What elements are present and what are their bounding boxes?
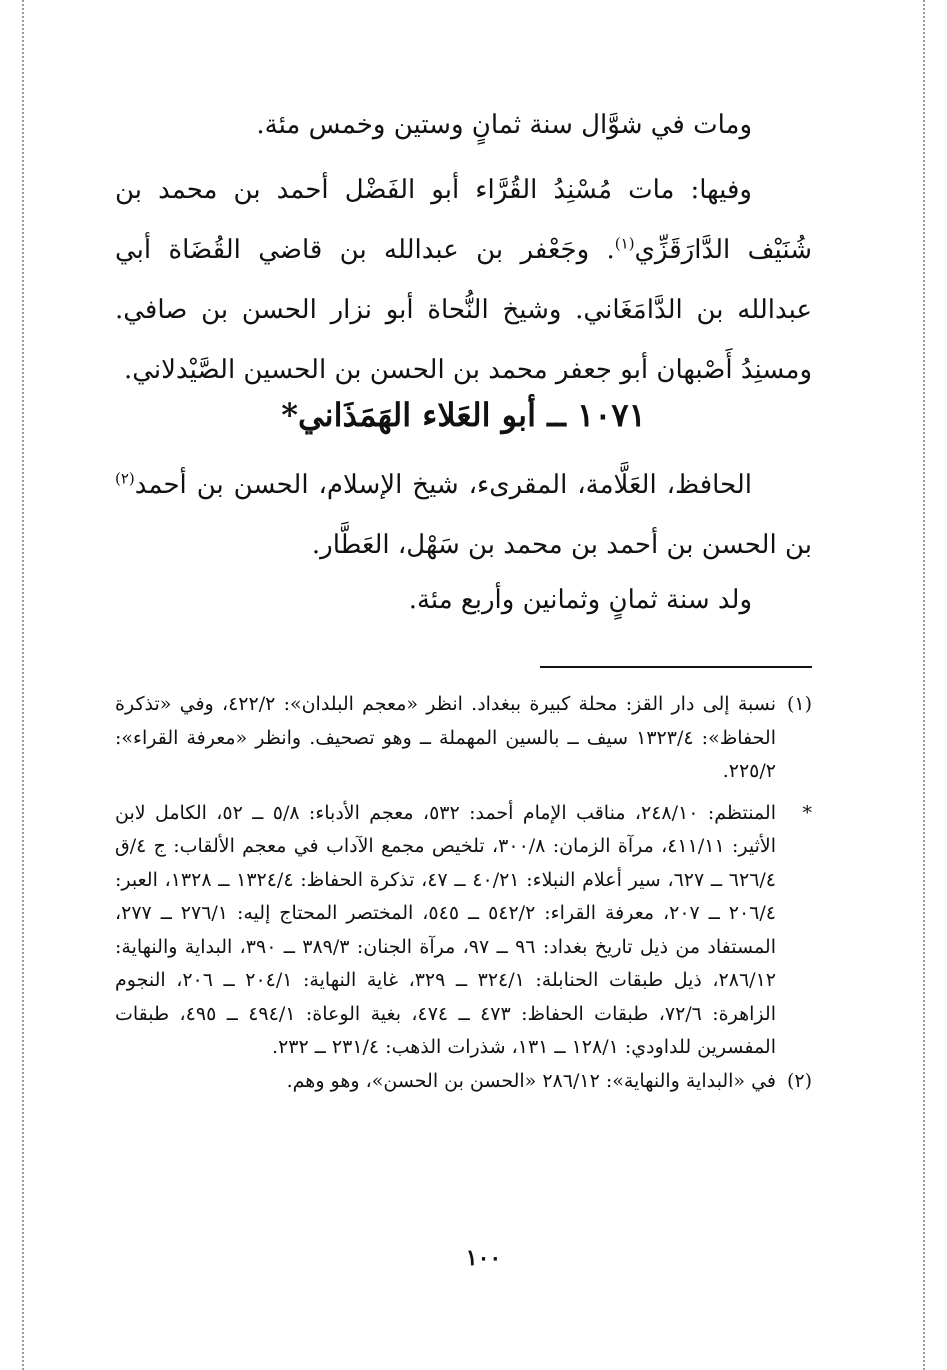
footnote-ref: (٢) xyxy=(115,469,135,488)
paragraph-text-part: الحافظ، العَلَّامة، المقرىء، شيخ الإسلام، الحسن بن أحمد xyxy=(134,470,752,500)
footnotes xyxy=(115,688,812,1098)
footnote-mark: (٢) xyxy=(786,1069,812,1092)
paragraph-biography xyxy=(115,455,812,575)
paragraph-text xyxy=(115,160,812,400)
footnote xyxy=(115,688,812,789)
paragraph-death-date xyxy=(115,95,812,155)
footnote-divider xyxy=(540,666,812,668)
paragraph-text: ومات في شوَّال سنة ثمانٍ وستين وخمس مئة. xyxy=(256,110,752,140)
paragraph-text xyxy=(115,455,812,575)
footnote-mark: (١) xyxy=(786,693,812,715)
paragraph-text-part: وفيها: مات مُسْنِدُ القُرَّاء أبو الفَضْل أحمد بن محمد بن شُنَيْف الدَّارَقَزِّي xyxy=(115,175,812,265)
entry-heading: ١٠٧١ ــ أبو العَلاء الهَمَذَاني* xyxy=(281,396,646,434)
footnote-text: في «البداية والنهاية»: ٢٨٦/١٢ «الحسن بن الحسن»، وهو وهم. xyxy=(286,1069,776,1092)
page-number: ١٠٠ xyxy=(465,1245,502,1271)
scan-guide-left xyxy=(22,0,24,1370)
paragraph-deaths-that-year xyxy=(115,160,812,400)
paragraph-text-part: . وجَعْفر بن عبدالله بن قاضي القُضَاة أبي عبدالله بن الدَّامَغَاني. وشيخ النُّحاة أبو نزار الحسن بن صافي. ومسنِدُ أَصْبهان أبو جعفر محمد بن الحسن بن الحسين الصَّيْدلاني. xyxy=(115,235,812,385)
footnote-mark: * xyxy=(802,801,812,824)
paragraph-birth xyxy=(115,570,812,630)
scan-guide-right xyxy=(923,0,925,1370)
footnote-text: المنتظم: ٢٤٨/١٠، مناقب الإمام أحمد: ٥٣٢، معجم الأدباء: ٥/٨ ــ ٥٢، الكامل لابن الأثير: ٤١١/١١، مرآة الزمان: ٣٠٠/٨، تلخيص مجمع الآداب في معجم الألقاب: ج ٤/ق ٦٢٦/٤ ــ ٦٢٧، سير أعلام النبلاء: ٤٠/٢١ ــ ٤٧، تذكرة الحفاظ: ١٣٢٤/٤ ــ ١٣٢٨، العبر: ٢٠٦/٤ ــ ٢٠٧، معرفة القراء: ٥٤٢/٢ ــ ٥٤٥، المختصر المحتاج إليه: ٢٧٦/١ ــ ٢٧٧، المستفاد من ذيل تاريخ بغداد: ٩٦ ــ ٩٧، مرآة الجنان: ٣٨٩/٣ ــ ٣٩٠، البداية والنهاية: ٢٨٦/١٢، ذيل طبقات الحنابلة: ٣٢٤/١ ــ ٣٢٩، غاية النهاية: ٢٠٤/١ ــ ٢٠٦، النجوم الزاهرة: ٧٢/٦، طبقات الحفاظ: ٤٧٣ ــ ٤٧٤، بغية الوعاة: ٤٩٤/١ ــ ٤٩٥، طبقات المفسرين للداودي: ١٢٨/١ ــ ١٣١، شذرات الذهب: ٢٣١/٤ ــ ٢٣٢. xyxy=(115,801,777,1058)
paragraph-text: ولد سنة ثمانٍ وثمانين وأربع مئة. xyxy=(408,585,752,615)
footnote xyxy=(115,797,812,1065)
footnote-text: نسبة إلى دار القز: محلة كبيرة ببغداد. انظر «معجم البلدان»: ٤٢٢/٢، وفي «تذكرة الحفاظ»: ١٣٢٣/٤ سيف ــ بالسين المهملة ــ وهو تصحيف. وانظر «معرفة القراء»: ٢٢٥/٢. xyxy=(115,693,776,782)
footnote xyxy=(115,1065,812,1099)
footnote-ref: (١) xyxy=(614,234,635,253)
paragraph-text-part: بن الحسن بن أحمد بن محمد بن سَهْل، العَطَّار. xyxy=(311,530,812,560)
